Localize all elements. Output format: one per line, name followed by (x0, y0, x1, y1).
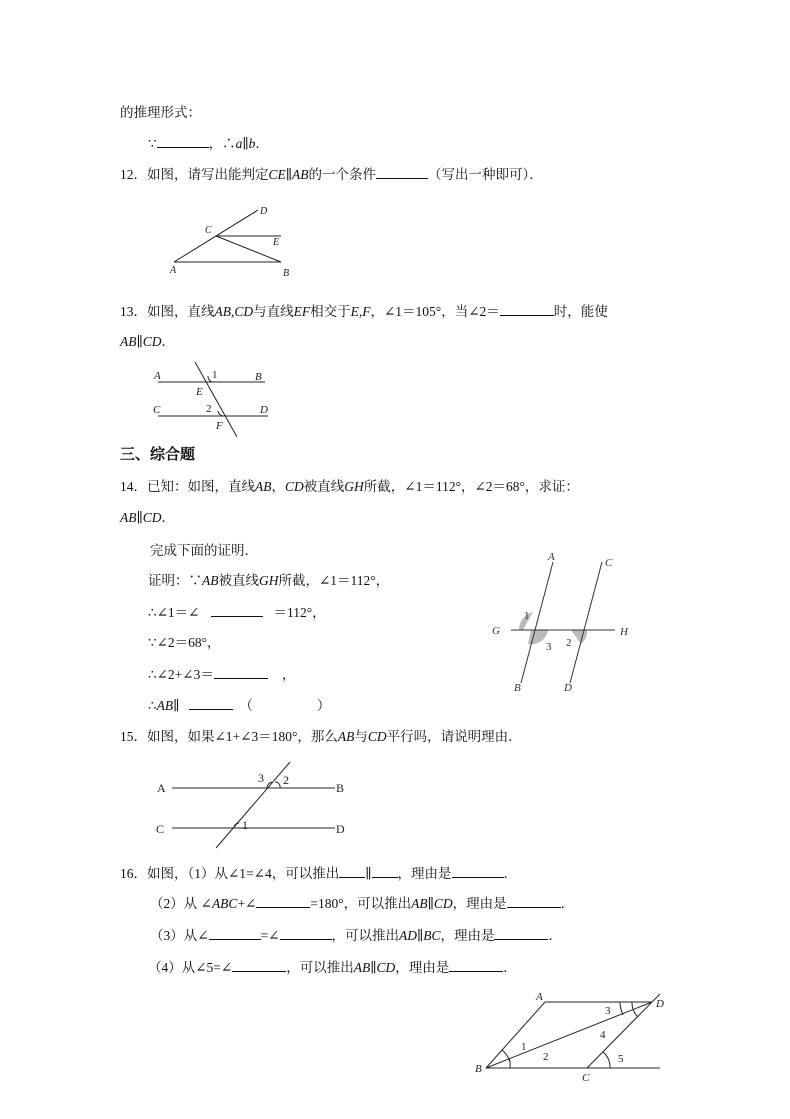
proof-line-1: 证明：∵AB被直线GH所截，∠1＝112°， (148, 573, 390, 588)
answer-blank[interactable] (214, 665, 268, 679)
label-A: A (157, 781, 166, 795)
angle-1: 1 (242, 818, 248, 832)
label-C: C (205, 225, 212, 236)
angle-2: 2 (543, 1051, 549, 1063)
label-B: B (475, 1063, 482, 1075)
label-D: D (564, 682, 572, 694)
angle-5: 5 (618, 1053, 624, 1065)
figure-13 (150, 362, 280, 437)
figure-12 (165, 202, 305, 287)
label-D: D (260, 404, 268, 416)
question-16-part-3: （3）从∠ =∠ ，可以推出AD∥BC，理由是 ． (150, 928, 562, 943)
label-F: F (216, 420, 223, 432)
angle-2: 2 (283, 773, 289, 787)
label-C: C (156, 822, 165, 836)
label-D: D (260, 206, 268, 217)
question-16-part-2: （2）从 ∠ABC+∠ =180°，可以推出AB∥CD，理由是 ． (150, 896, 575, 911)
question-16: 16．如图，（1）从∠1=∠4，可以推出 ∥ ，理由是 ． (120, 866, 517, 881)
answer-blank[interactable] (452, 864, 504, 878)
label-C: C (605, 557, 613, 569)
label-D: D (656, 998, 664, 1010)
answer-blank[interactable] (232, 958, 286, 972)
label-E: E (273, 237, 280, 248)
question-16-part-4: （4）从∠5=∠ ，可以推出AB∥CD，理由是 ． (148, 960, 517, 975)
label-A: A (170, 265, 177, 276)
angle-3: 3 (605, 1005, 611, 1017)
angle-3: 3 (258, 771, 264, 785)
label-A: A (536, 991, 543, 1003)
label-B: B (283, 268, 290, 279)
answer-blank[interactable] (372, 864, 398, 878)
text-line: ∵ ，∴a∥b． (148, 136, 269, 151)
question-13-cont: AB∥CD． (120, 334, 175, 349)
label-B: B (255, 371, 262, 383)
proof-intro: 完成下面的证明． (150, 543, 258, 558)
proof-line-3: ∵∠2＝68°， (148, 635, 221, 650)
answer-blank[interactable] (494, 926, 548, 940)
label-D: D (336, 822, 345, 836)
question-12: 12．如图，请写出能判定CE∥AB的一个条件 （写出一种即可）． (120, 167, 543, 182)
label-H: H (620, 626, 628, 638)
label-G: G (492, 625, 500, 637)
question-14: 14．已知：如图，直线AB，CD被直线GH所截，∠1＝112°，∠2＝68°，求证： (120, 479, 579, 494)
answer-blank[interactable] (339, 864, 365, 878)
label-B: B (336, 781, 345, 795)
answer-blank[interactable] (211, 603, 263, 617)
question-14-cont: AB∥CD． (120, 510, 175, 525)
answer-blank[interactable] (376, 165, 428, 179)
label-C: C (153, 404, 161, 416)
label-E: E (196, 386, 203, 398)
proof-line-4: ∴∠2+∠3＝ ， (148, 667, 296, 682)
angle-1: 1 (521, 1041, 527, 1053)
question-13: 13．如图，直线AB,CD与直线EF相交于E,F，∠1＝105°，当∠2＝ 时，能使 (120, 304, 608, 319)
angle-3: 3 (546, 641, 552, 653)
proof-line-5: ∴AB∥ （ ） (148, 698, 331, 713)
label-A: A (548, 551, 555, 563)
angle-1: 1 (212, 369, 218, 381)
angle-2: 2 (566, 637, 572, 649)
section-heading: 三、综合题 (120, 447, 196, 463)
answer-blank[interactable] (449, 958, 503, 972)
figure-15 (150, 762, 360, 852)
angle-1: 1 (524, 610, 530, 622)
question-15: 15．如图，如果∠1+∠3＝180°，那么AB与CD平行吗，请说明理由． (120, 729, 522, 744)
label-C: C (582, 1072, 590, 1084)
answer-blank[interactable] (507, 894, 561, 908)
answer-blank[interactable] (500, 302, 554, 316)
answer-blank[interactable] (189, 696, 233, 710)
text-line: 的推理形式： (120, 105, 201, 120)
answer-blank[interactable] (209, 926, 261, 940)
label-B: B (514, 682, 521, 694)
angle-2: 2 (206, 403, 212, 415)
figure-16 (472, 990, 682, 1085)
label-A: A (154, 370, 161, 382)
answer-blank[interactable] (256, 894, 310, 908)
answer-blank[interactable] (157, 134, 209, 148)
angle-4: 4 (600, 1029, 606, 1041)
answer-blank[interactable] (280, 926, 332, 940)
figure-14 (485, 548, 645, 698)
proof-line-2: ∴∠1＝∠ ＝112°， (148, 605, 326, 620)
